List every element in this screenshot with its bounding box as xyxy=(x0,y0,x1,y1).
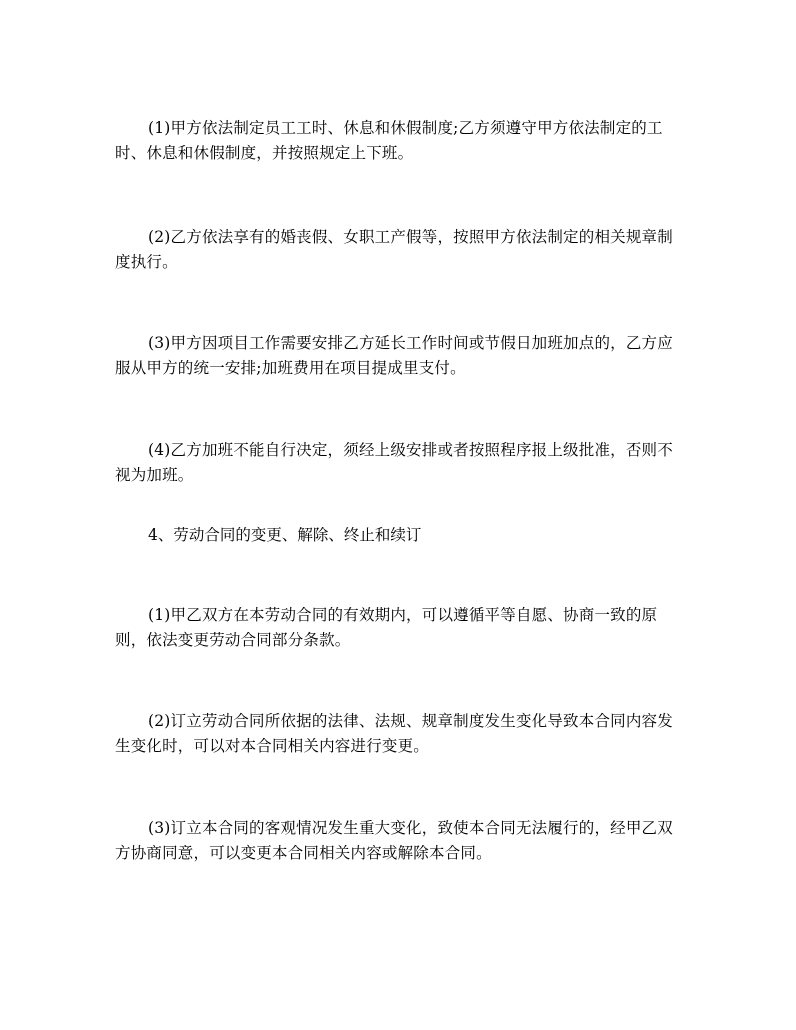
paragraph-contract-change-1: (1)甲乙双方在本劳动合同的有效期内，可以遵循平等自愿、协商一致的原则，依法变更劳动合同部分条款。 xyxy=(115,606,658,649)
section-heading: 4、劳动合同的变更、解除、终止和续订 xyxy=(148,526,422,544)
paragraph-work-hours-3: (3)甲方因项目工作需要安排乙方延长工作时间或节假日加班加点的，乙方应服从甲方的统一安排;加班费用在项目提成里支付。 xyxy=(115,334,673,377)
paragraph-contract-change-3: (3)订立本合同的客观情况发生重大变化，致使本合同无法履行的，经甲乙双方协商同意，可以变更本合同相关内容或解除本合同。 xyxy=(115,819,673,862)
paragraph-work-hours-1: (1)甲方依法制定员工工时、休息和休假制度;乙方须遵守甲方依法制定的工时、休息和休假制度，并按照规定上下班。 xyxy=(115,119,663,162)
paragraph-work-hours-4: (4)乙方加班不能自行决定，须经上级安排或者按照程序报上级批准，否则不视为加班。 xyxy=(115,441,673,484)
paragraph-work-hours-2: (2)乙方依法享有的婚丧假、女职工产假等，按照甲方依法制定的相关规章制度执行。 xyxy=(115,228,673,271)
paragraph-contract-change-2: (2)订立劳动合同所依据的法律、法规、规章制度发生变化导致本合同内容发生变化时，可以对本合同相关内容进行变更。 xyxy=(115,712,673,755)
